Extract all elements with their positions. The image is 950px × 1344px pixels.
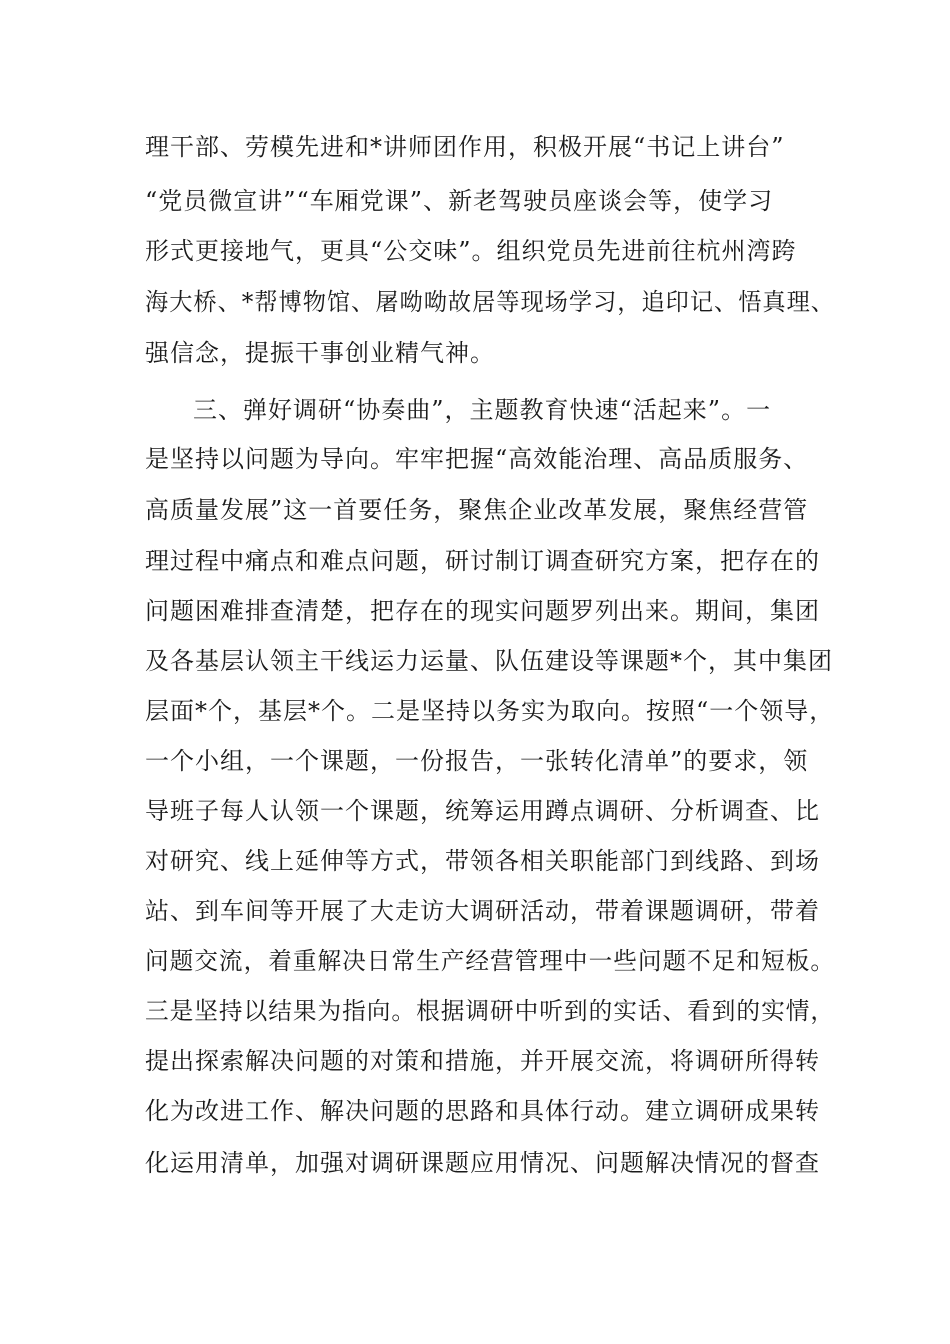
text-line: 层面*个，基层*个。二是坚持以务实为取向。按照“一个领导， bbox=[145, 697, 835, 725]
text-line: 化运用清单，加强对调研课题应用情况、问题解决情况的督查 bbox=[145, 1149, 820, 1177]
text-line: 站、到车间等开展了大走访大调研活动，带着课题调研，带着 bbox=[145, 897, 820, 925]
text-line: 提出探索解决问题的对策和措施，并开展交流，将调研所得转 bbox=[145, 1047, 820, 1075]
text-line: 对研究、线上延伸等方式，带领各相关职能部门到线路、到场 bbox=[145, 847, 820, 875]
text-line: 导班子每人认领一个课题，统筹运用蹲点调研、分析调查、比 bbox=[145, 797, 820, 825]
text-line: 问题困难排查清楚，把存在的现实问题罗列出来。期间，集团 bbox=[145, 597, 820, 625]
text-line: 形式更接地气，更具“公交味”。组织党员先进前往杭州湾跨 bbox=[145, 237, 797, 265]
text-line: 理干部、劳模先进和*讲师团作用，积极开展“书记上讲台” bbox=[145, 133, 785, 161]
text-line: 问题交流，着重解决日常生产经营管理中一些问题不足和短板。 bbox=[145, 947, 835, 975]
text-line: 理过程中痛点和难点问题，研讨制订调查研究方案，把存在的 bbox=[145, 547, 820, 575]
text-line: 三是坚持以结果为指向。根据调研中听到的实话、看到的实情， bbox=[145, 997, 835, 1025]
text-line: 海大桥、*帮博物馆、屠呦呦故居等现场学习，追印记、悟真理、 bbox=[145, 288, 835, 316]
text-line: 是坚持以问题为导向。牢牢把握“高效能治理、高品质服务、 bbox=[145, 445, 809, 473]
section-heading-line: 三、弹好调研“协奏曲”，主题教育快速“活起来”。一 bbox=[193, 396, 772, 424]
text-line: 一个小组，一个课题，一份报告，一张转化清单”的要求，领 bbox=[145, 747, 809, 775]
text-line: 化为改进工作、解决问题的思路和具体行动。建立调研成果转 bbox=[145, 1097, 820, 1125]
text-line: 及各基层认领主干线运力运量、队伍建设等课题*个，其中集团 bbox=[145, 647, 833, 675]
text-line: “党员微宣讲”“车厢党课”、新老驾驶员座谈会等，使学习 bbox=[145, 187, 774, 215]
text-line: 强信念，提振干事创业精气神。 bbox=[145, 339, 495, 367]
text-line: 高质量发展”这一首要任务，聚焦企业改革发展，聚焦经营管 bbox=[145, 496, 809, 524]
